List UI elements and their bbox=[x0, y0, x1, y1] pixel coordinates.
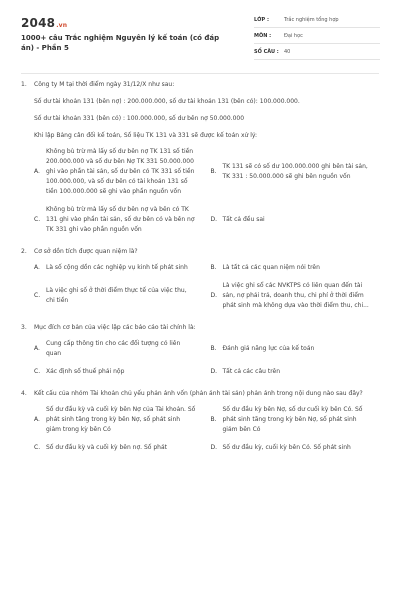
question-stem: Số dư tài khoản 131 (bên nợ) : 200.000.000, số dư tài khoản 131 (bên có): 100.000.000. bbox=[34, 98, 300, 105]
option-letter: D. bbox=[210, 368, 218, 375]
option-letter: B. bbox=[210, 264, 217, 271]
answer-options bbox=[34, 339, 379, 377]
option-letter: D. bbox=[210, 292, 218, 299]
answer-option-c[interactable] bbox=[34, 205, 203, 235]
option-letter: D. bbox=[210, 444, 218, 451]
answer-options bbox=[34, 405, 379, 453]
answer-option-d[interactable] bbox=[211, 205, 380, 235]
option-text: Tất cả các câu trên bbox=[222, 368, 281, 375]
question-number: 4. bbox=[21, 390, 27, 397]
option-text: Số dư đầu kỳ và cuối kỳ bên Nợ của Tài khoản. Số phát sinh tăng trong kỳ bên Nợ, số phát sinh giảm trong kỳ bên Có bbox=[46, 406, 196, 433]
option-letter: C. bbox=[34, 216, 41, 223]
logo-suffix: .vn bbox=[56, 22, 68, 29]
question-3 bbox=[21, 323, 379, 377]
answer-options bbox=[34, 147, 379, 235]
option-letter: C. bbox=[34, 292, 41, 299]
option-text: Cung cấp thông tin cho các đối tượng có liên quan bbox=[46, 340, 181, 357]
option-letter: A. bbox=[34, 264, 40, 271]
option-text: Là việc ghi số ở thời điểm thực tế của việc thu, chi tiền bbox=[46, 287, 187, 304]
meta-value: Trắc nghiệm tổng hợp bbox=[284, 16, 339, 23]
page-header bbox=[0, 0, 400, 68]
option-letter: A. bbox=[34, 345, 40, 352]
meta-label: MÔN : bbox=[254, 32, 272, 39]
page-title: 1000+ câu Trắc nghiệm Nguyên lý kế toán (có đáp án) - Phần 5 bbox=[21, 34, 220, 52]
option-letter: B. bbox=[210, 168, 217, 175]
answer-options bbox=[34, 263, 379, 311]
option-text: Số dư đầu kỳ bên Nợ, số dư cuối kỳ bên Có. Số phát sinh tăng trong kỳ bên Nợ, số phát sinh giảm bên Có bbox=[222, 406, 363, 433]
option-text: Không bù trừ mà lấy số dư bên nợ và bên có TK 131 ghi vào phần tài sản, số dư bên có và bên nợ TK 331 ghi vào phần nguồn vốn bbox=[46, 206, 195, 233]
meta-value: Đại học bbox=[284, 32, 303, 39]
option-text: Là tất cả các quan niệm nói trên bbox=[222, 264, 320, 271]
logo-number: 2048 bbox=[21, 16, 56, 30]
answer-option-b[interactable] bbox=[211, 339, 380, 359]
option-letter: B. bbox=[210, 416, 217, 423]
question-stem: Số dư tài khoản 331 (bên có) : 100.000.000, số dư bên nợ 50.000.000 bbox=[34, 115, 245, 122]
header-divider bbox=[21, 73, 379, 74]
question-number: 2. bbox=[21, 248, 27, 255]
option-text: Là số cộng dồn các nghiệp vụ kinh tế phát sinh bbox=[46, 264, 188, 271]
meta-label: SỐ CÂU : bbox=[254, 48, 279, 55]
meta-label: LỚP : bbox=[254, 16, 269, 23]
option-letter: C. bbox=[34, 444, 41, 451]
option-text: Không bù trừ mà lấy số dư bên nợ TK 131 số tiền 200.000.000 và số dư bên Nợ TK 331 50.000.000 ghi vào phần tài sản, số dư bên có TK 331 số tiền 100.000.000, và số dư bên có tài khoản 131 số tiền 100.000.000 sẽ ghi vào phần nguồn vốn bbox=[46, 148, 195, 195]
option-letter: D. bbox=[210, 216, 218, 223]
option-letter: B. bbox=[210, 345, 217, 352]
question-number: 1. bbox=[21, 81, 27, 88]
answer-option-b[interactable] bbox=[211, 263, 380, 273]
option-text: Số dư đầu kỳ và cuối kỳ bên nợ. Số phát bbox=[46, 444, 167, 451]
answer-option-d[interactable] bbox=[211, 367, 380, 377]
question-list bbox=[21, 80, 379, 465]
answer-option-c[interactable] bbox=[34, 281, 203, 311]
meta-row-class bbox=[254, 12, 380, 28]
answer-option-a[interactable] bbox=[34, 405, 203, 435]
question-number: 3. bbox=[21, 324, 27, 331]
meta-table bbox=[254, 12, 380, 60]
question-4 bbox=[21, 389, 379, 453]
answer-option-c[interactable] bbox=[34, 443, 203, 453]
meta-row-count bbox=[254, 44, 380, 60]
answer-option-b[interactable] bbox=[211, 405, 380, 435]
question-text: Cơ sở dồn tích được quan niệm là? bbox=[34, 248, 138, 255]
option-text: Là việc ghi sổ các NVKTPS có liên quan đến tài sản, nợ phải trả, doanh thu, chi phí ở thời điểm phát sinh mà không dựa vào thời điểm thu, chi... bbox=[222, 282, 369, 309]
question-stem: Khi lập Bảng cân đối kế toán, Số liệu TK 131 và 331 sẽ được kế toán xử lý: bbox=[34, 132, 258, 139]
option-letter: C. bbox=[34, 368, 41, 375]
answer-option-a[interactable] bbox=[34, 263, 203, 273]
option-text: Đánh giá năng lực của kế toán bbox=[222, 345, 315, 352]
question-text: Công ty M tại thời điểm ngày 31/12/X như sau: bbox=[34, 81, 175, 88]
option-text: Số dư đầu kỳ, cuối kỳ bên Có. Số phát sinh bbox=[222, 444, 351, 451]
option-letter: A. bbox=[34, 416, 40, 423]
answer-option-d[interactable] bbox=[211, 281, 380, 311]
option-text: Xác định số thuế phải nộp bbox=[46, 368, 125, 375]
option-text: TK 131 sẽ có số dư 100.000.000 ghi bên tài sản, TK 331 : 50.000.000 sẽ ghi bên nguồn vốn bbox=[222, 163, 368, 180]
question-text: Mục đích cơ bản của việc lập các báo cáo tài chính là: bbox=[34, 324, 196, 331]
meta-value: 40 bbox=[284, 48, 291, 55]
site-logo[interactable] bbox=[21, 16, 67, 30]
question-2 bbox=[21, 247, 379, 311]
meta-row-subject bbox=[254, 28, 380, 44]
question-text: Kết cấu của nhóm Tài khoản chủ yếu phản ánh vốn (phản ánh tài sản) phản ánh trong nội dung nào sau đây? bbox=[34, 390, 363, 397]
answer-option-c[interactable] bbox=[34, 367, 203, 377]
option-text: Tất cả đều sai bbox=[222, 216, 265, 223]
answer-option-a[interactable] bbox=[34, 339, 203, 359]
answer-option-a[interactable] bbox=[34, 147, 203, 197]
answer-option-d[interactable] bbox=[211, 443, 380, 453]
question-1 bbox=[21, 80, 379, 235]
answer-option-b[interactable] bbox=[211, 147, 380, 197]
option-letter: A. bbox=[34, 168, 40, 175]
